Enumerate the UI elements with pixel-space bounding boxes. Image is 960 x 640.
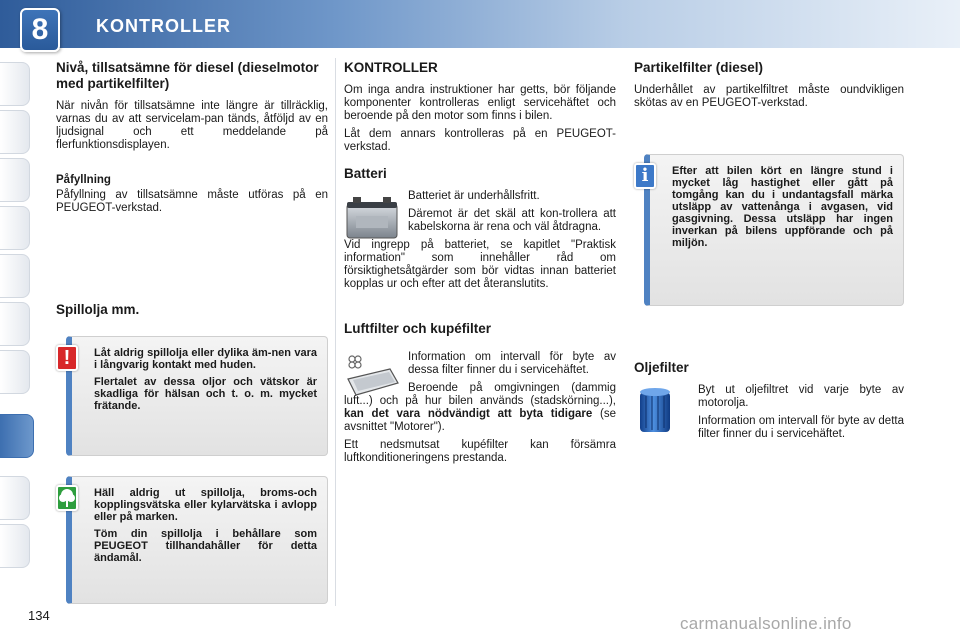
environment-box <box>66 476 328 604</box>
filters-text-2: Beroende på omgivningen (dammig luft...) och på hur bilen används (stadskörning...), kan det vara nödvändigt att byta tidigare (se avsnittet "Motorer"). <box>344 382 616 433</box>
side-tab-7[interactable] <box>0 350 30 394</box>
warning-box <box>63 336 328 456</box>
battery-text-1: Batteriet är underhållsfritt. <box>408 190 540 202</box>
additive-level-heading: Nivå, tillsatsämne för diesel (dieselmotor med partikelfilter) <box>56 60 319 91</box>
filters-section <box>344 351 616 377</box>
filters-text-3: Ett nedsmutsat kupéfilter kan försämra luftkonditioneringens prestanda. <box>344 439 616 464</box>
warning-text-2: Flertalet av dessa oljor och vätskor är skadliga för hälsan och t. o. m. mycket frätande. <box>94 376 317 412</box>
refill-text: Påfyllning av tillsatsämne måste utföras på en PEUGEOT-verkstad. <box>56 189 328 214</box>
column-divider <box>335 58 336 606</box>
oil-filter-section <box>634 360 904 446</box>
air-filter-icon <box>344 353 400 397</box>
environment-text-1: Häll aldrig ut spillolja, broms-och kopplingsvätska eller kylarvätska i avlopp eller på marken. <box>94 487 317 523</box>
battery-section <box>344 190 616 234</box>
info-box <box>641 154 904 306</box>
oil-filter-text-1: Byt ut oljefiltret vid varje byte av motorolja. <box>698 384 904 409</box>
filters-text-1: Information om intervall för byte av dessa filter finner du i servicehäftet. <box>408 351 616 376</box>
checks-heading: KONTROLLER <box>344 60 438 75</box>
chapter-title: KONTROLLER <box>96 16 231 36</box>
oil-filter-body <box>634 384 904 441</box>
side-tab-2[interactable] <box>0 110 30 154</box>
battery-text-3: Vid ingrepp på batteriet, se kapitlet "Praktisk information" som innehåller råd om försiktighetsåtgärder som bör vidtas innan batteriet kopplas ur och efter att det återanslutits. <box>344 239 616 290</box>
warning-icon: ! <box>56 345 78 371</box>
oil-filter-heading: Oljefilter <box>634 360 689 375</box>
page-number: 134 <box>28 608 50 623</box>
additive-level-text: När nivån för tillsatsämne inte längre är tillräcklig, varnas du av att servicelam-pan tänds, åtföljd av en ljudsignal och ett meddelande på flerfunktionsdisplayen. <box>56 100 328 151</box>
refill-heading: Påfyllning <box>56 174 111 186</box>
info-icon: i <box>634 163 656 189</box>
environment-text-2: Töm din spillolja i behållare som PEUGEOT tillhandahåller för detta ändamål. <box>94 528 317 564</box>
side-tab-8-active[interactable] <box>0 414 34 458</box>
battery-heading: Batteri <box>344 166 387 181</box>
checks-intro-1: Om inga andra instruktioner har getts, bör följande komponenter kontrolleras enligt servicehäftet och beroende på den motor som finns i bilen. <box>344 84 616 122</box>
warning-text-1: Låt aldrig spillolja eller dylika äm-nen vara i långvarig kontakt med huden. <box>94 347 317 371</box>
spill-oil-heading: Spillolja mm. <box>56 302 140 317</box>
side-tab-3[interactable] <box>0 158 30 202</box>
side-tab-1[interactable] <box>0 62 30 106</box>
checks-intro-2: Låt dem annars kontrolleras på en PEUGEOT-verkstad. <box>344 128 616 153</box>
side-tab-10[interactable] <box>0 524 30 568</box>
middle-column <box>344 60 616 470</box>
side-tab-6[interactable] <box>0 302 30 346</box>
particle-filter-text: Underhållet av partikelfiltret måste oundvikligen skötas av en PEUGEOT-verkstad. <box>634 84 904 109</box>
oil-filter-icon <box>634 386 676 436</box>
side-tab-5[interactable] <box>0 254 30 298</box>
filters-heading: Luftfilter och kupéfilter <box>344 321 492 336</box>
oil-filter-text-2: Information om intervall för byte av detta filter finner du i servicehäftet. <box>698 415 904 440</box>
chapter-number-badge: 8 <box>20 8 60 52</box>
left-column <box>56 60 328 220</box>
info-text: Efter att bilen kört en längre stund i mycket låg hastighet eller gått på tomgång kan du i undantagsfall märka utsläpp av vattenånga i avgasen, vid gasgivning. Dessa utsläpp har ingen inverkan på bilens uppförande och på miljön. <box>672 165 893 249</box>
side-tab-9[interactable] <box>0 476 30 520</box>
right-column <box>634 60 904 115</box>
side-tab-4[interactable] <box>0 206 30 250</box>
watermark: carmanualsonline.info <box>680 614 852 633</box>
particle-filter-heading: Partikelfilter (diesel) <box>634 60 764 75</box>
tree-icon <box>56 485 78 511</box>
battery-text-2: Däremot är det skäl att kon-trollera att kabelskorna är rena och väl åtdragna. <box>408 208 616 233</box>
battery-icon <box>344 192 400 242</box>
